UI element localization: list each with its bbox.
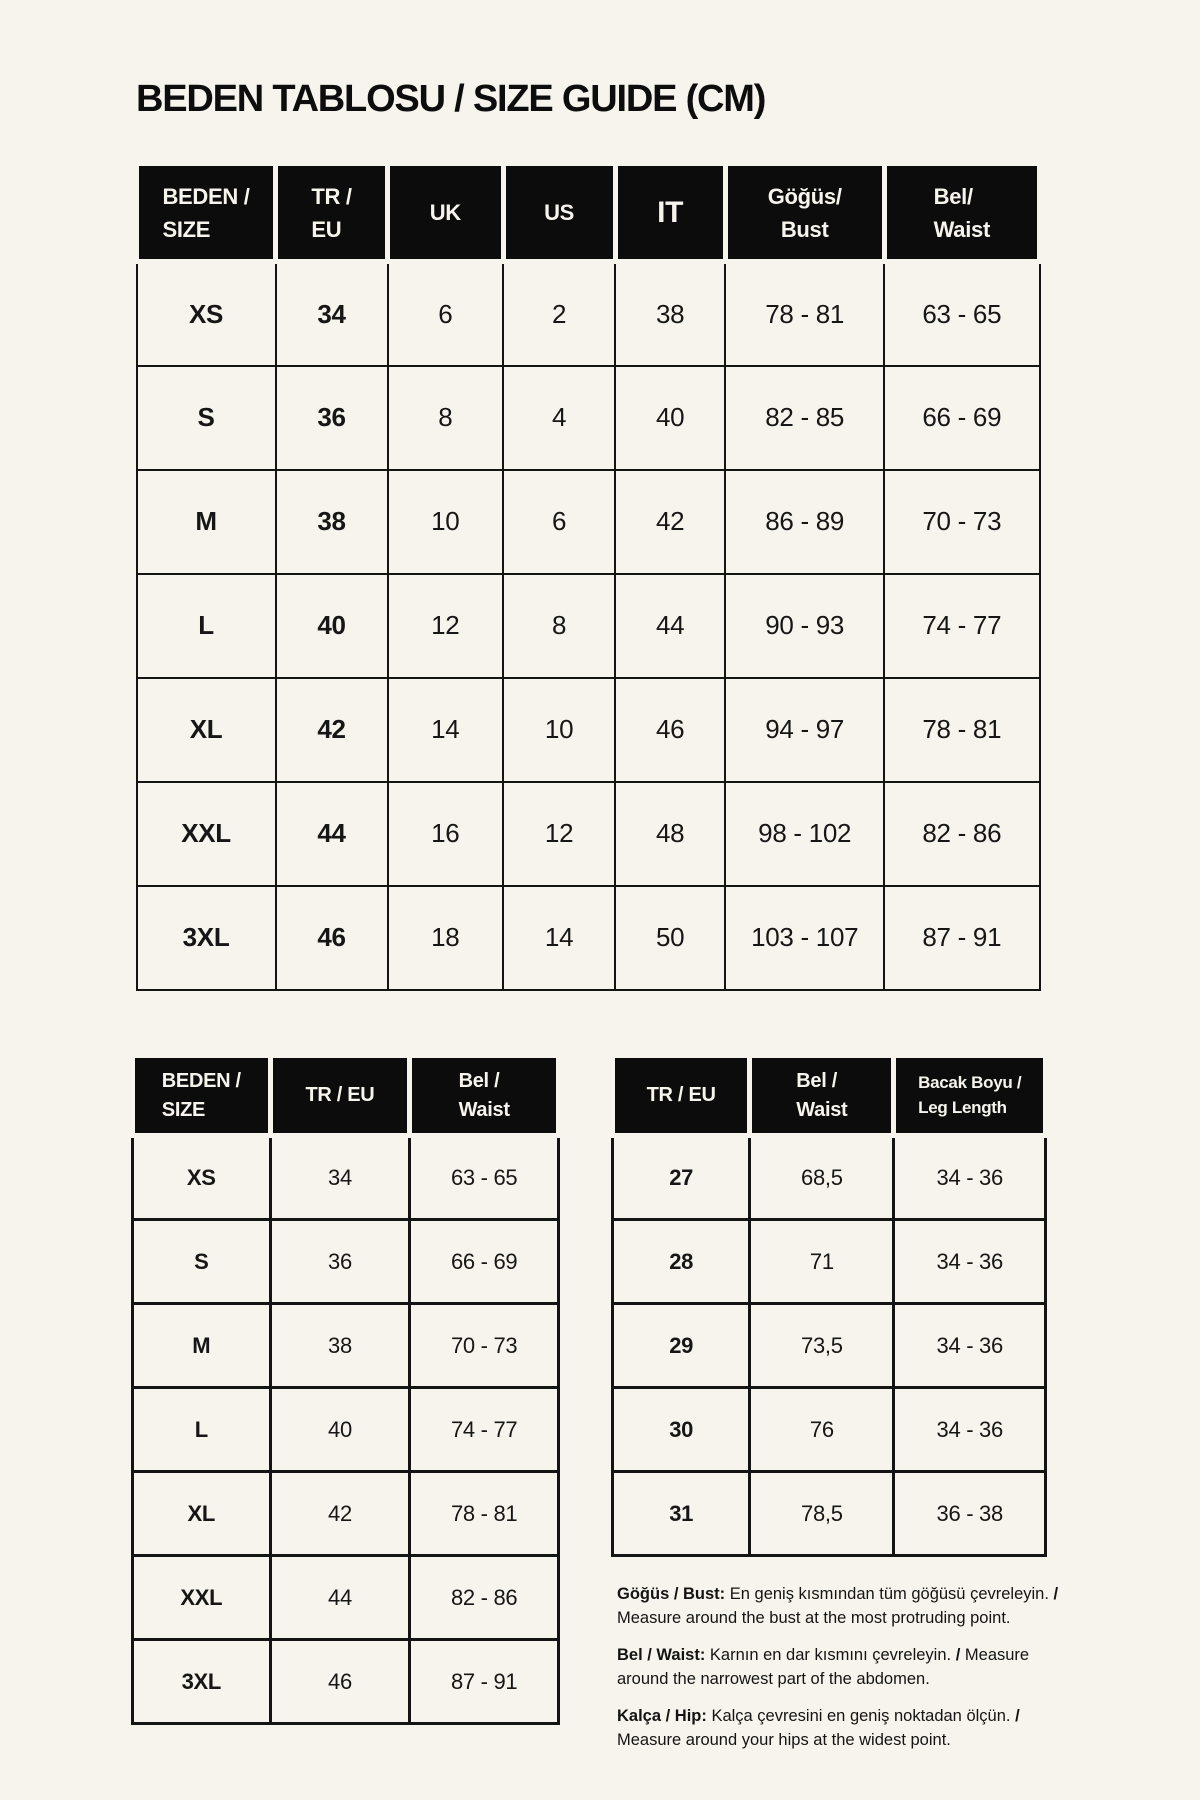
size-cell: 66 - 69 <box>410 1220 559 1304</box>
size-cell: 78,5 <box>750 1472 894 1556</box>
note-hip-en: Measure around your hips at the widest point. <box>617 1731 951 1749</box>
column-header: US <box>503 164 615 262</box>
note-waist <box>617 1643 1069 1691</box>
size-cell: 40 <box>615 366 725 470</box>
size-cell: 63 - 65 <box>884 262 1039 366</box>
size-cell: 76 <box>750 1388 894 1472</box>
size-cell: 48 <box>615 782 725 886</box>
size-cell: 3XL <box>137 886 276 990</box>
note-waist-separator: / <box>955 1646 961 1664</box>
table-row <box>133 1220 559 1304</box>
size-cell: 10 <box>503 678 615 782</box>
size-cell: S <box>137 366 276 470</box>
size-cell: 8 <box>503 574 615 678</box>
column-header: UK <box>388 164 504 262</box>
table-row <box>613 1304 1046 1388</box>
note-hip-label: Kalça / Hip: <box>617 1707 707 1725</box>
size-cell: XS <box>137 262 276 366</box>
size-cell: 38 <box>615 262 725 366</box>
size-cell: 68,5 <box>750 1136 894 1220</box>
size-cell: 73,5 <box>750 1304 894 1388</box>
size-cell: 87 - 91 <box>410 1640 559 1724</box>
size-cell: 42 <box>615 470 725 574</box>
size-cell: 34 - 36 <box>894 1388 1046 1472</box>
size-cell: 14 <box>503 886 615 990</box>
size-cell: XL <box>133 1472 271 1556</box>
note-waist-en: Measure around the narrowest part of the abdomen. <box>617 1646 1030 1688</box>
size-cell: 66 - 69 <box>884 366 1039 470</box>
size-cell: 98 - 102 <box>725 782 884 886</box>
size-cell: 2 <box>503 262 615 366</box>
size-cell: 31 <box>613 1472 750 1556</box>
size-cell: 12 <box>503 782 615 886</box>
leg-length-size-table <box>610 1053 1048 1557</box>
size-cell: 34 - 36 <box>894 1220 1046 1304</box>
size-cell: 8 <box>388 366 504 470</box>
size-cell: 42 <box>276 678 388 782</box>
size-cell: XL <box>137 678 276 782</box>
size-cell: 90 - 93 <box>725 574 884 678</box>
size-cell: 29 <box>613 1304 750 1388</box>
table-row <box>137 470 1040 574</box>
size-cell: 46 <box>615 678 725 782</box>
table-row <box>133 1472 559 1556</box>
size-cell: 87 - 91 <box>884 886 1039 990</box>
size-cell: 3XL <box>133 1640 271 1724</box>
table-row <box>137 574 1040 678</box>
size-cell: 38 <box>276 470 388 574</box>
measurement-notes <box>617 1582 1069 1765</box>
size-cell: 28 <box>613 1220 750 1304</box>
size-cell: 10 <box>388 470 504 574</box>
column-header: BEDEN / SIZE <box>133 1056 271 1136</box>
size-cell: 44 <box>270 1556 410 1640</box>
page-title: BEDEN TABLOSU / SIZE GUIDE (CM) <box>136 78 766 120</box>
size-cell: 78 - 81 <box>725 262 884 366</box>
table-row <box>613 1220 1046 1304</box>
size-cell: 14 <box>388 678 504 782</box>
size-cell: 34 - 36 <box>894 1304 1046 1388</box>
note-hip-separator: / <box>1015 1707 1020 1725</box>
size-cell: 74 - 77 <box>410 1388 559 1472</box>
size-cell: 50 <box>615 886 725 990</box>
column-header: BEDEN / SIZE <box>137 164 276 262</box>
size-cell: M <box>133 1304 271 1388</box>
size-cell: XS <box>133 1136 271 1220</box>
table-row <box>613 1388 1046 1472</box>
table-row <box>133 1388 559 1472</box>
note-waist-label: Bel / Waist: <box>617 1646 706 1664</box>
column-header: TR / EU <box>276 164 388 262</box>
size-cell: 40 <box>276 574 388 678</box>
size-cell: 16 <box>388 782 504 886</box>
size-cell: M <box>137 470 276 574</box>
size-cell: 82 - 86 <box>410 1556 559 1640</box>
size-cell: 71 <box>750 1220 894 1304</box>
table-row <box>137 782 1040 886</box>
column-header: Göğüs/ Bust <box>725 164 884 262</box>
column-header: Bel/ Waist <box>884 164 1039 262</box>
size-cell: 6 <box>503 470 615 574</box>
note-hip <box>617 1704 1069 1752</box>
column-header: TR / EU <box>613 1056 750 1136</box>
international-size-table <box>134 161 1042 991</box>
table-row <box>137 678 1040 782</box>
size-cell: 4 <box>503 366 615 470</box>
size-cell: 78 - 81 <box>410 1472 559 1556</box>
column-header: Bacak Boyu / Leg Length <box>894 1056 1046 1136</box>
waist-size-table <box>130 1053 561 1725</box>
note-hip-tr: Kalça çevresini en geniş noktadan ölçün. <box>711 1707 1011 1725</box>
note-bust-en: Measure around the bust at the most protruding point. <box>617 1609 1011 1627</box>
size-cell: 34 <box>270 1136 410 1220</box>
table-row <box>133 1640 559 1724</box>
size-cell: 36 <box>270 1220 410 1304</box>
size-cell: 70 - 73 <box>410 1304 559 1388</box>
size-cell: 27 <box>613 1136 750 1220</box>
note-waist-tr: Karnın en dar kısmını çevreleyin. <box>709 1646 952 1664</box>
size-cell: 86 - 89 <box>725 470 884 574</box>
table-row <box>133 1304 559 1388</box>
table-row <box>137 886 1040 990</box>
column-header: Bel / Waist <box>750 1056 894 1136</box>
size-cell: 82 - 86 <box>884 782 1039 886</box>
size-cell: 44 <box>276 782 388 886</box>
size-cell: L <box>133 1388 271 1472</box>
header-row <box>613 1056 1046 1136</box>
column-header: IT <box>615 164 725 262</box>
table-row <box>133 1556 559 1640</box>
size-cell: 38 <box>270 1304 410 1388</box>
size-cell: 63 - 65 <box>410 1136 559 1220</box>
table-row <box>133 1136 559 1220</box>
size-cell: 34 <box>276 262 388 366</box>
size-cell: 6 <box>388 262 504 366</box>
size-cell: 30 <box>613 1388 750 1472</box>
table-row <box>613 1472 1046 1556</box>
size-cell: 36 - 38 <box>894 1472 1046 1556</box>
size-cell: 34 - 36 <box>894 1136 1046 1220</box>
size-cell: 36 <box>276 366 388 470</box>
size-cell: 70 - 73 <box>884 470 1039 574</box>
size-cell: 12 <box>388 574 504 678</box>
note-bust-separator: / <box>1053 1585 1059 1603</box>
size-cell: 82 - 85 <box>725 366 884 470</box>
note-bust-tr: En geniş kısmından tüm göğüsü çevreleyin. <box>729 1585 1049 1603</box>
size-cell: 94 - 97 <box>725 678 884 782</box>
size-cell: 46 <box>270 1640 410 1724</box>
size-cell: 103 - 107 <box>725 886 884 990</box>
column-header: Bel / Waist <box>410 1056 559 1136</box>
size-cell: 74 - 77 <box>884 574 1039 678</box>
column-header: TR / EU <box>270 1056 410 1136</box>
note-bust-label: Göğüs / Bust: <box>617 1585 726 1603</box>
note-bust <box>617 1582 1069 1630</box>
size-cell: 42 <box>270 1472 410 1556</box>
size-cell: XXL <box>133 1556 271 1640</box>
size-cell: S <box>133 1220 271 1304</box>
size-cell: L <box>137 574 276 678</box>
table-row <box>137 366 1040 470</box>
size-cell: 40 <box>270 1388 410 1472</box>
table-row <box>613 1136 1046 1220</box>
size-cell: 44 <box>615 574 725 678</box>
size-cell: 46 <box>276 886 388 990</box>
header-row <box>133 1056 559 1136</box>
header-row <box>137 164 1040 262</box>
table-row <box>137 262 1040 366</box>
size-cell: 18 <box>388 886 504 990</box>
size-cell: XXL <box>137 782 276 886</box>
size-cell: 78 - 81 <box>884 678 1039 782</box>
